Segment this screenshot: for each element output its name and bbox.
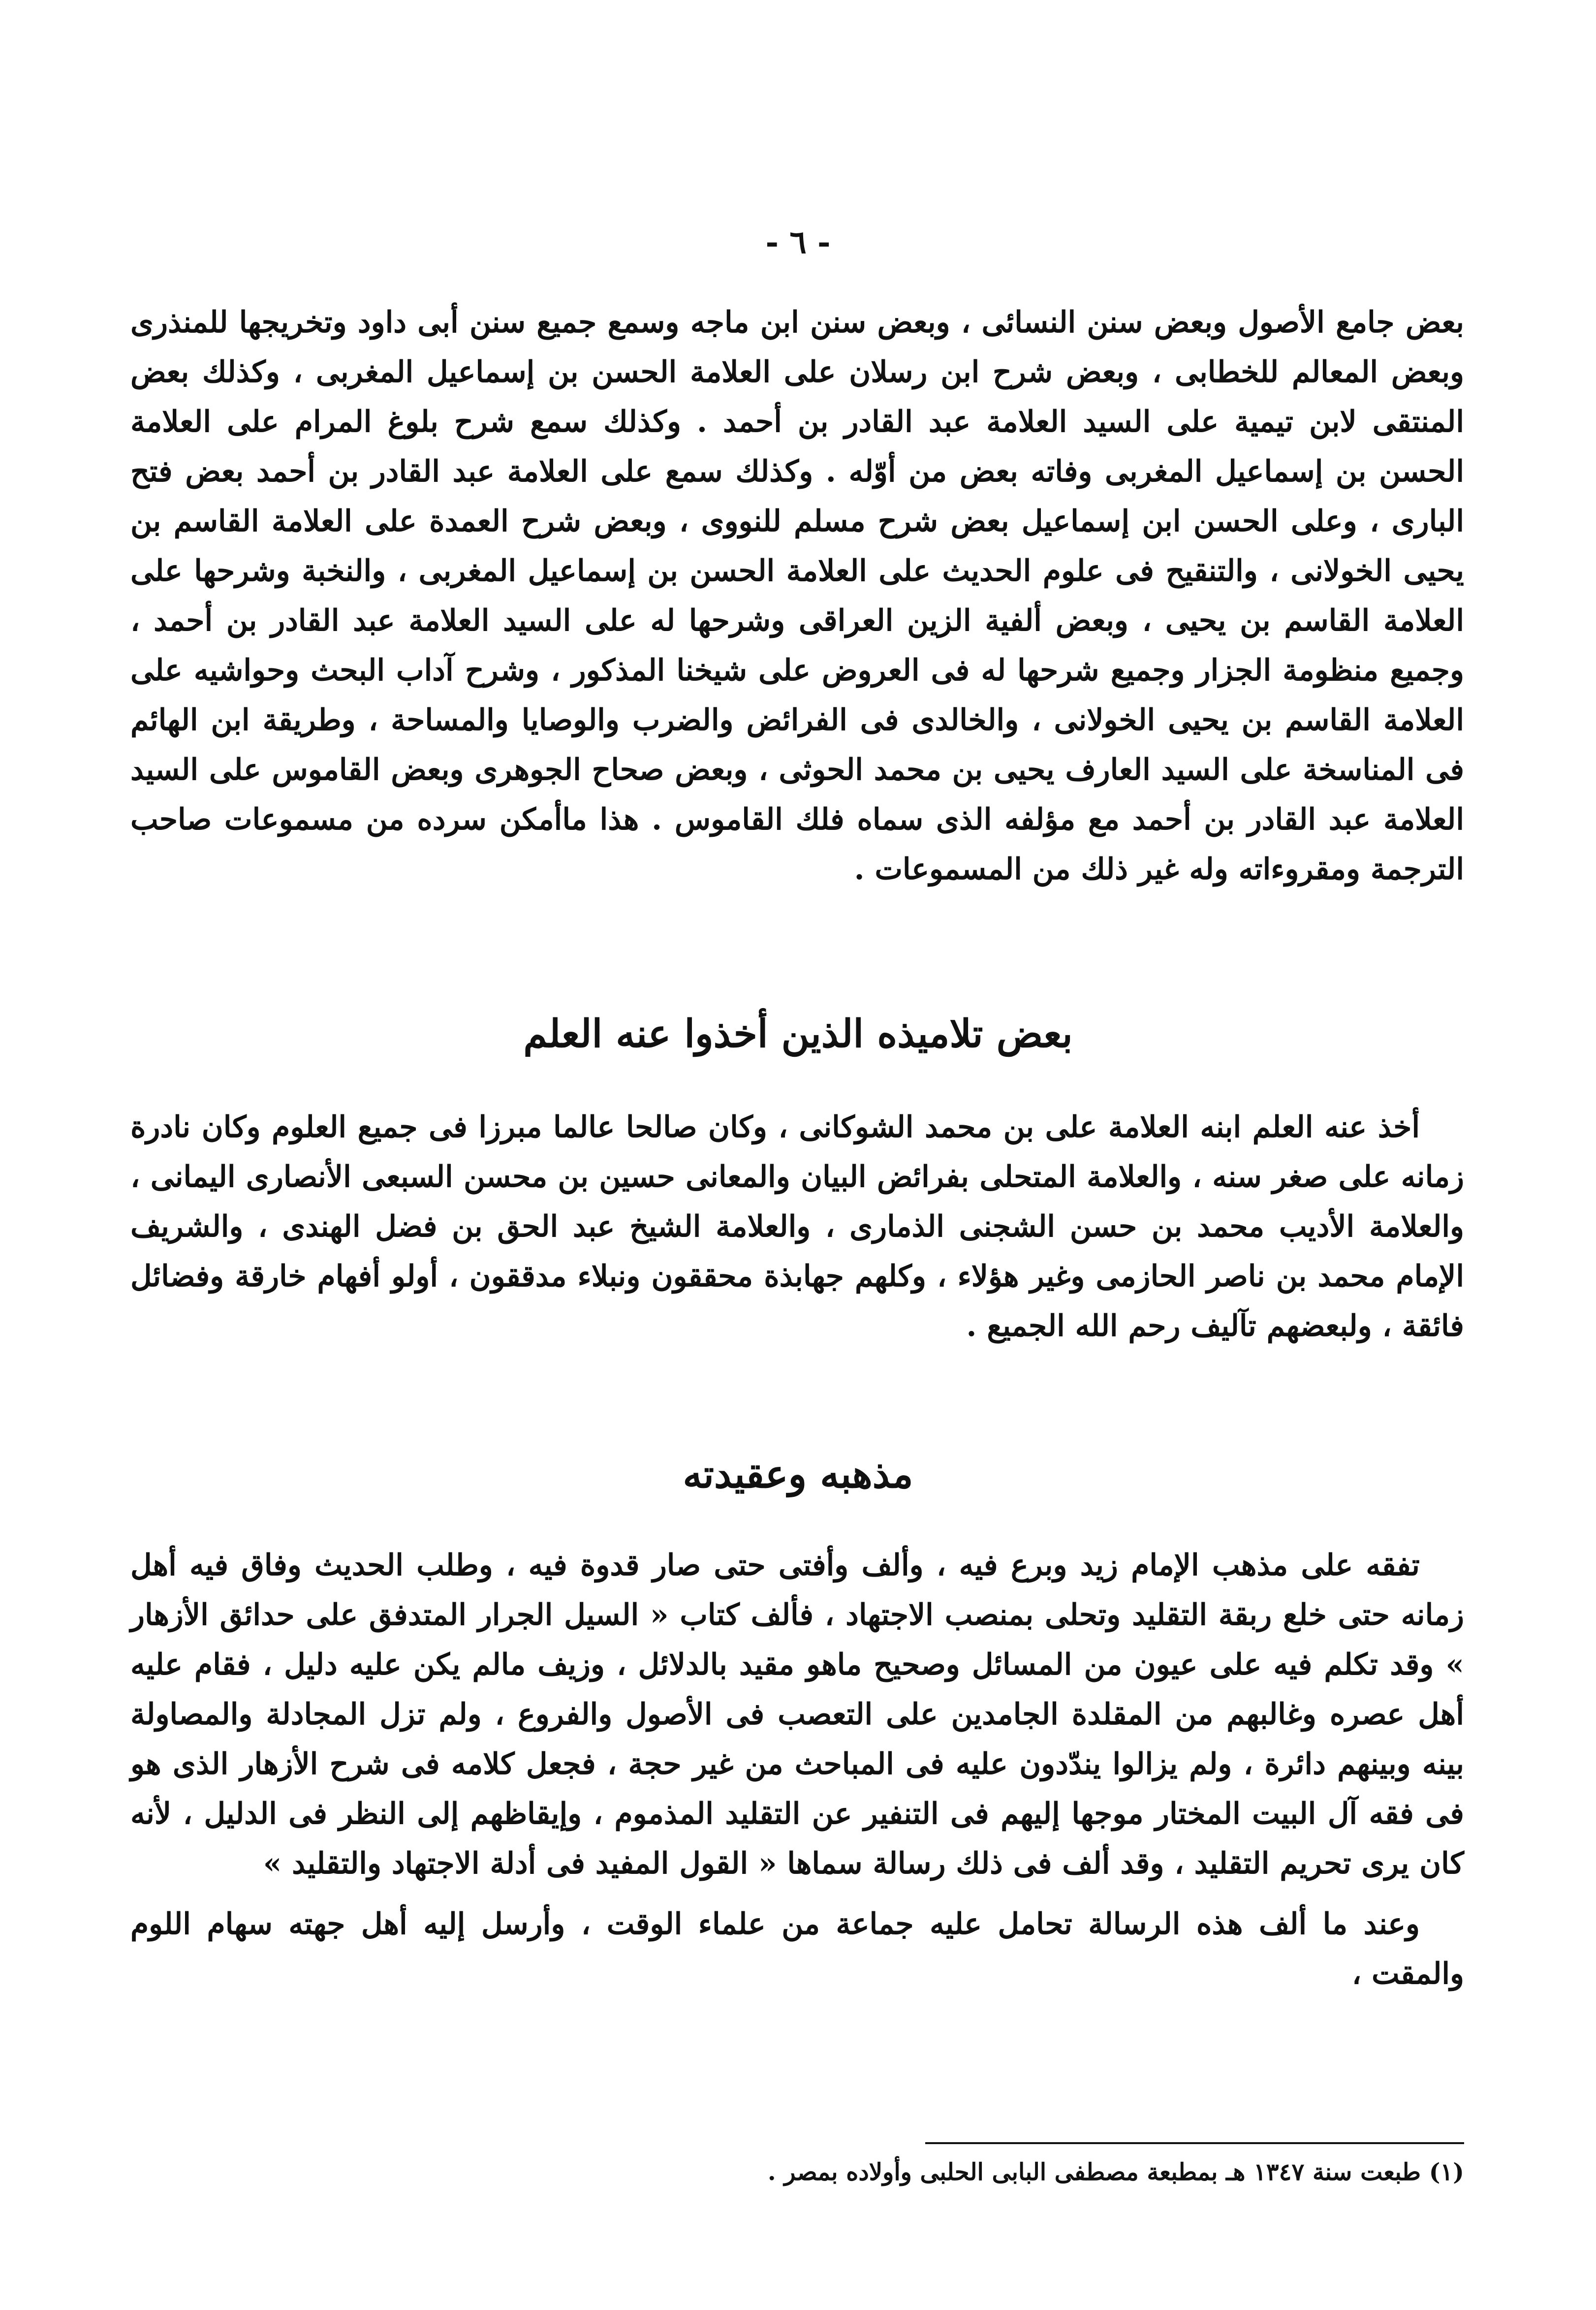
intro-text-block xyxy=(130,298,1464,894)
footnote: (١) طبعت سنة ١٣٤٧ هـ بمطبعة مصطفى البابى الحلبى وأولاده بمصر . xyxy=(767,2158,1464,2186)
footnote-divider xyxy=(925,2142,1464,2144)
students-heading: بعض تلاميذه الذين أخذوا عنه العلم xyxy=(523,1012,1073,1056)
students-text-block xyxy=(130,1103,1464,1351)
madhhab-text-block xyxy=(130,1541,1464,1999)
page-number: - ٦ - xyxy=(765,224,831,261)
madhhab-heading: مذهبه وعقيدته xyxy=(683,1452,913,1497)
students-paragraph: أخذ عنه العلم ابنه العلامة على بن محمد الشوكانى ، وكان صالحا عالما مبرزا فى جميع العلوم وكان نادرة زمانه على صغر سنه ، والعلامة المتحلى بفرائض البيان والمعانى حسين بن محسن السبعى الأنصارى اليمانى ، والعلامة الأديب محمد بن حسن الشجنى الذمارى ، والعلامة الشيخ عبد الحق بن فضل الهندى ، والشريف الإمام محمد بن ناصر الحازمى وغير هؤلاء ، وكلهم جهابذة محققون ونبلاء مدققون ، أولو أفهام خارقة وفضائل فائقة ، ولبعضهم تآليف رحم الله الجميع . xyxy=(130,1110,1464,1343)
intro-paragraph: بعض جامع الأصول وبعض سنن النسائى ، وبعض سنن ابن ماجه وسمع جميع سنن أبى داود وتخريجها للمنذرى وبعض المعالم للخطابى ، وبعض شرح ابن رسلان على العلامة الحسن بن إسماعيل المغربى ، وكذلك بعض المنتقى لابن تيمية على السيد العلامة عبد القادر بن أحمد . وكذلك سمع شرح بلوغ المرام على العلامة الحسن بن إسماعيل المغربى وفاته بعض من أوّله . وكذلك سمع على العلامة عبد القادر بن أحمد بعض فتح البارى ، وعلى الحسن ابن إسماعيل بعض شرح مسلم للنووى ، وبعض شرح العمدة على العلامة القاسم بن يحيى الخولانى ، والتنقيح فى علوم الحديث على العلامة الحسن بن إسماعيل المغربى ، والنخبة وشرحها على العلامة القاسم بن يحيى ، وبعض ألفية الزين العراقى وشرحها له على السيد العلامة عبد القادر بن أحمد ، وجميع منظومة الجزار وجميع شرحها له فى العروض على شيخنا المذكور ، وشرح آداب البحث وحواشيه على العلامة القاسم بن يحيى الخولانى ، والخالدى فى الفرائض والضرب والوصايا والمساحة ، وطريقة ابن الهائم فى المناسخة على السيد العارف يحيى بن محمد الحوثى ، وبعض صحاح الجوهرى وبعض القاموس على السيد العلامة عبد القادر بن أحمد مع مؤلفه الذى سماه فلك القاموس . هذا ماأمكن سرده من مسموعات صاحب الترجمة ومقروءاته وله غير ذلك من المسموعات . xyxy=(130,305,1464,886)
madhhab-paragraph-continued: وعند ما ألف هذه الرسالة تحامل عليه جماعة من علماء الوقت ، وأرسل إليه أهل جهته سهام اللوم والمقت ، xyxy=(130,1907,1464,1991)
madhhab-paragraph: تفقه على مذهب الإمام زيد وبرع فيه ، وألف وأفتى حتى صار قدوة فيه ، وطلب الحديث وفاق فيه أهل زمانه حتى خلع ربقة التقليد وتحلى بمنصب الاجتهاد ، فألف كتاب « السيل الجرار المتدفق على حدائق الأزهار » وقد تكلم فيه على عيون من المسائل وصحيح ماهو مقيد بالدلائل ، وزيف مالم يكن عليه دليل ، فقام عليه أهل عصره وغالبهم من المقلدة الجامدين على التعصب فى الأصول والفروع ، ولم تزل المجادلة والمصاولة بينه وبينهم دائرة ، ولم يزالوا يندّدون عليه فى المباحث من غير حجة ، فجعل كلامه فى شرح الأزهار الذى هو فى فقه آل البيت المختار موجها إليهم فى التنفير عن التقليد المذموم ، وإيقاظهم إلى النظر فى الدليل ، لأنه كان يرى تحريم التقليد ، وقد ألف فى ذلك رسالة سماها « القول المفيد فى أدلة الاجتهاد والتقليد » xyxy=(130,1548,1464,1881)
